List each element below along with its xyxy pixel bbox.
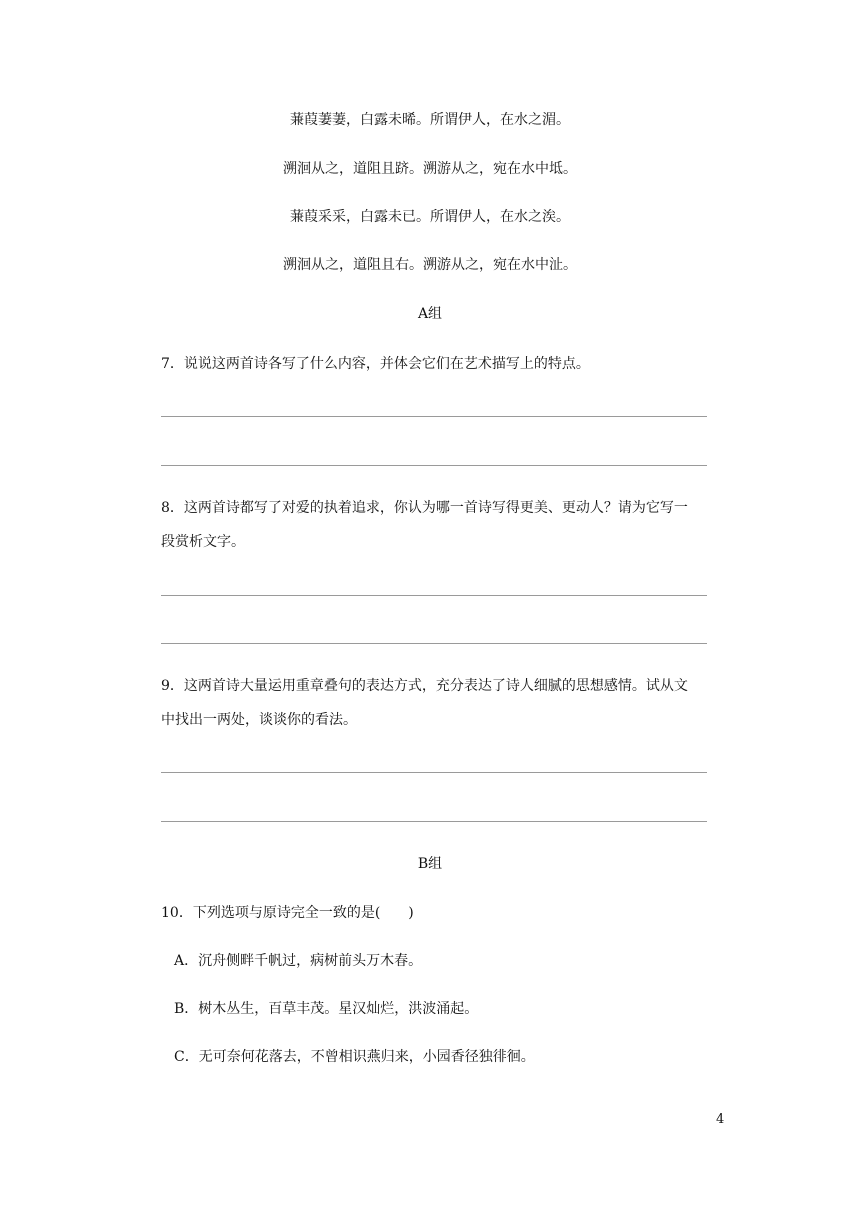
question-9 (161, 676, 741, 744)
question-10 (161, 903, 741, 937)
option-b[interactable]: B．树木丛生，百草丰茂。星汉灿烂，洪波涌起。 (174, 1001, 479, 1017)
poem-line-2: 溯洄从之，道阻且跻。溯游从之，宛在水中坻。 (283, 161, 577, 177)
poem-line-1: 蒹葭萋萋，白露未晞。所谓伊人，在水之湄。 (290, 112, 570, 128)
question-9-line-2: 中找出一两处，谈谈你的看法。 (161, 712, 357, 728)
answer-line-q8-2[interactable] (161, 643, 707, 644)
question-7 (161, 354, 741, 388)
question-8-line-2: 段赏析文字。 (161, 534, 245, 550)
group-a-title: A组 (417, 306, 443, 322)
answer-line-q9-1[interactable] (161, 772, 707, 773)
poem-line-3: 蒹葭采采，白露未已。所谓伊人，在水之涘。 (290, 209, 570, 225)
question-9-line-1: 9．这两首诗大量运用重章叠句的表达方式，充分表达了诗人细腻的思想感情。试从文 (161, 678, 688, 694)
question-8 (161, 498, 741, 566)
question-7-line-1: 7．说说这两首诗各写了什么内容，并体会它们在艺术描写上的特点。 (161, 356, 590, 372)
page-number: 4 (716, 1112, 725, 1127)
answer-line-q8-1[interactable] (161, 595, 707, 596)
answer-line-q7-1[interactable] (161, 416, 707, 417)
group-b-title: B组 (417, 856, 443, 872)
answer-line-q7-2[interactable] (161, 465, 707, 466)
question-8-line-1: 8．这两首诗都写了对爱的执着追求，你认为哪一首诗写得更美、更动人？请为它写一 (161, 500, 688, 516)
answer-line-q9-2[interactable] (161, 821, 707, 822)
poem-line-4: 溯洄从之，道阻且右。溯游从之，宛在水中沚。 (283, 257, 577, 273)
option-a[interactable]: A．沉舟侧畔千帆过，病树前头万木春。 (174, 953, 423, 969)
question-10-line-1: 10．下列选项与原诗完全一致的是( ) (161, 905, 414, 921)
option-c[interactable]: C．无可奈何花落去，不曾相识燕归来，小园香径独徘徊。 (174, 1049, 535, 1065)
